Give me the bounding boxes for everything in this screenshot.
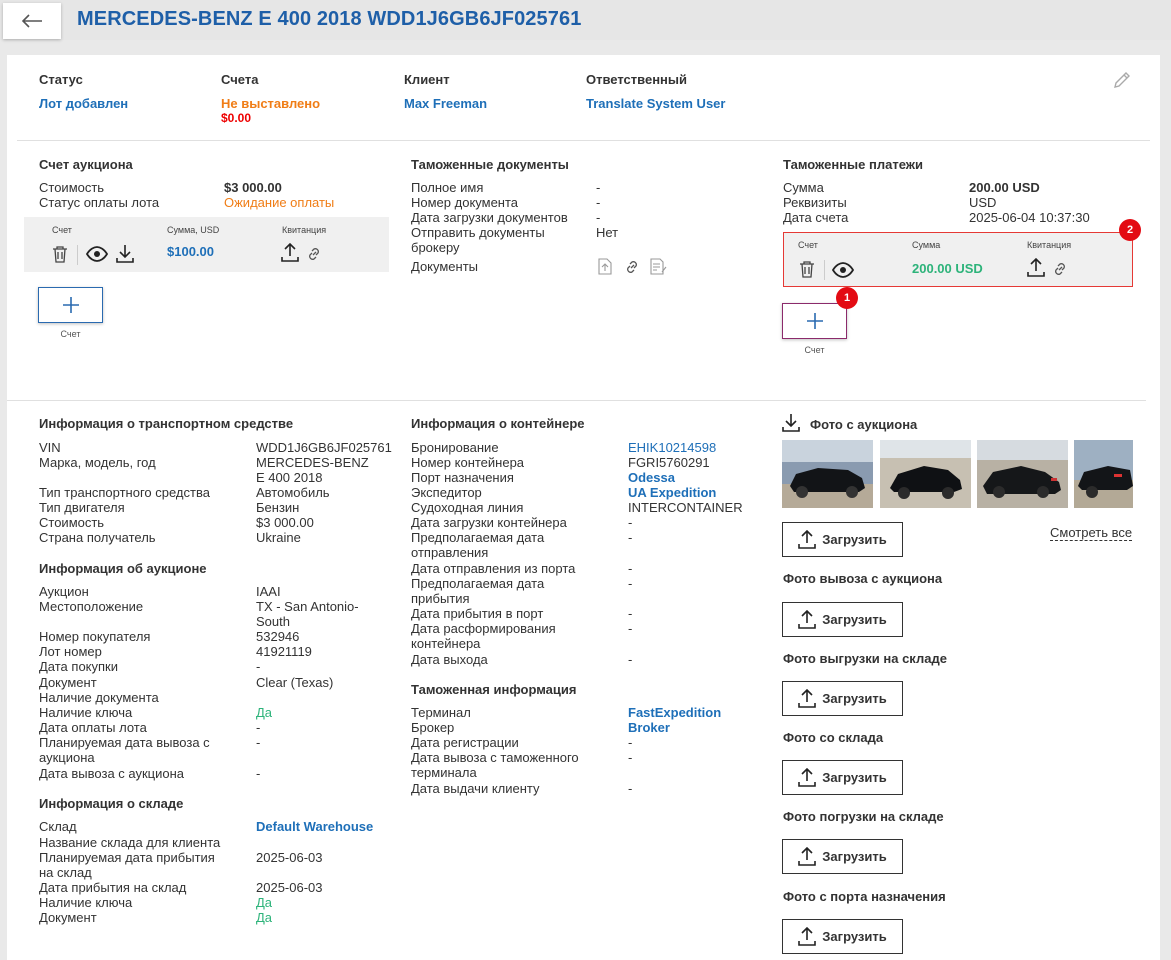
booking-label: Бронирование: [411, 440, 499, 455]
auction-value: IAAI: [256, 584, 281, 599]
divider: [824, 260, 825, 280]
shipping-line-label: Судоходная линия: [411, 500, 524, 515]
location-value: TX - San Antonio-South: [256, 599, 359, 629]
make-model-value: MERCEDES-BENZ E 400 2018: [256, 455, 369, 485]
col-sum-label: Сумма: [912, 240, 941, 250]
upload-auction-photos-button[interactable]: [782, 522, 903, 557]
vehicle-cost-label: Стоимость: [39, 515, 105, 530]
doc-upload-date-value: -: [596, 210, 601, 225]
step-badge-2: 2: [1119, 219, 1141, 241]
booking-link[interactable]: EHIK10214598: [628, 440, 717, 455]
vehicle-type-value: Автомобиль: [256, 485, 330, 500]
add-invoice-caption: Счет: [804, 345, 825, 355]
col-invoice-label: Счет: [52, 225, 72, 235]
pay-status-label: Статус оплаты лота: [39, 195, 160, 210]
send-to-broker-value: Нет: [596, 225, 619, 240]
registration-date-label: Дата регистрации: [411, 735, 519, 750]
customs-payment-row: [783, 232, 1133, 287]
upload-label: Загрузить: [822, 849, 887, 864]
lot-number-label: Лот номер: [39, 644, 102, 659]
responsible-link[interactable]: Translate System User: [586, 96, 726, 111]
document-value: Clear (Texas): [256, 675, 334, 690]
terminal-link[interactable]: FastExpedition: [628, 705, 722, 720]
broker-link[interactable]: Broker: [628, 720, 670, 735]
status-value[interactable]: Лот добавлен: [39, 96, 129, 111]
upload-button[interactable]: [782, 919, 903, 954]
terminal-label: Терминал: [411, 705, 471, 720]
invoices-value: Не выставлено: [221, 96, 321, 111]
buyer-number-label: Номер покупателя: [39, 629, 151, 644]
container-load-date-value: -: [628, 515, 633, 530]
auction-invoice-row: [24, 217, 389, 272]
upload-icon: [798, 847, 816, 867]
upload-button[interactable]: [782, 602, 903, 637]
upload-icon: [798, 768, 816, 788]
divider: [17, 140, 1150, 141]
vin-value: WDD1J6GB6JF025761: [256, 440, 392, 455]
est-departure-label: Предполагаемая дата отправления: [411, 530, 545, 560]
upload-label: Загрузить: [822, 929, 887, 944]
planned-arrival-label: Планируемая дата прибытия на склад: [39, 850, 215, 880]
engine-type-label: Тип двигателя: [39, 500, 125, 515]
purchase-date-value: -: [256, 659, 261, 674]
make-model-label: Марка, модель, год: [39, 455, 156, 470]
trash-icon[interactable]: [799, 260, 815, 278]
document-presence-label: Наличие документа: [39, 690, 159, 705]
pay-status-value: Ожидание оплаты: [224, 195, 335, 210]
country-label: Страна получатель: [39, 530, 156, 545]
destination-port-link[interactable]: Odessa: [628, 470, 675, 485]
document-edit-icon[interactable]: [650, 258, 668, 275]
planned-pickup-value: -: [256, 735, 261, 750]
auction-invoice-amount: $100.00: [167, 244, 214, 259]
trash-icon[interactable]: [52, 245, 68, 263]
cost-label: Стоимость: [39, 180, 105, 195]
port-departure-value: -: [628, 561, 633, 576]
warehouse-document-value: Да: [256, 910, 273, 925]
eye-icon[interactable]: [832, 262, 854, 278]
vehicle-info-title: Информация о транспортном средстве: [39, 416, 294, 431]
photo-section-title: Фото со склада: [783, 730, 884, 745]
step-badge-1: 1: [836, 287, 858, 309]
doc-fullname-value: -: [596, 180, 601, 195]
edit-pencil-icon[interactable]: [1112, 70, 1132, 90]
registration-date-value: -: [628, 735, 633, 750]
doc-number-label: Номер документа: [411, 195, 519, 210]
invoices-amount: $0.00: [221, 111, 252, 125]
pickup-date-label: Дата вывоза с аукциона: [39, 766, 185, 781]
container-number-value: FGRI5760291: [628, 455, 710, 470]
engine-type-value: Бензин: [256, 500, 300, 515]
link-icon[interactable]: [624, 259, 640, 275]
payment-details-value: USD: [969, 195, 997, 210]
planned-pickup-label: Планируемая дата вывоза с аукциона: [39, 735, 210, 765]
container-unload-value: -: [628, 621, 633, 636]
plus-icon: [806, 312, 824, 330]
upload-label: Загрузить: [822, 691, 887, 706]
link-icon[interactable]: [1052, 261, 1068, 277]
terminal-exit-value: -: [628, 750, 633, 765]
upload-icon[interactable]: [281, 243, 299, 263]
terminal-exit-label: Дата вывоза с таможенного терминала: [411, 750, 579, 780]
lot-number-value: 41921119: [256, 644, 312, 659]
arrival-date-label: Дата прибытия на склад: [39, 880, 187, 895]
upload-button[interactable]: [782, 681, 903, 716]
upload-icon[interactable]: [1027, 258, 1045, 278]
upload-icon: [798, 689, 816, 709]
download-icon[interactable]: [782, 413, 800, 433]
buyer-number-value: 532946: [256, 629, 300, 644]
purchase-date-label: Дата покупки: [39, 659, 118, 674]
status-label: Статус: [39, 72, 83, 87]
auction-info-title: Информация об аукционе: [39, 561, 207, 576]
country-value: Ukraine: [256, 530, 301, 545]
port-arrival-value: -: [628, 606, 633, 621]
upload-icon: [798, 927, 816, 947]
auction-label: Аукцион: [39, 584, 89, 599]
port-departure-label: Дата отправления из порта: [411, 561, 576, 576]
container-load-date-label: Дата загрузки контейнера: [411, 515, 567, 530]
client-delivery-value: -: [628, 781, 633, 796]
forwarder-link[interactable]: UA Expedition: [628, 485, 717, 500]
lot-payment-date-label: Дата оплаты лота: [39, 720, 147, 735]
forwarder-label: Экспедитор: [411, 485, 482, 500]
upload-button[interactable]: [782, 839, 903, 874]
auction-photo-thumbnail[interactable]: [977, 440, 1068, 508]
back-button[interactable]: [3, 3, 61, 39]
auction-photo-thumbnail[interactable]: [1074, 440, 1133, 508]
photo-section-title: Фото с порта назначения: [783, 889, 946, 904]
upload-icon: [798, 610, 816, 630]
auction-photo-thumbnail[interactable]: [782, 440, 873, 508]
pickup-date-value: -: [256, 766, 261, 781]
customs-info-title: Таможенная информация: [411, 682, 577, 697]
divider: [7, 400, 1146, 401]
photo-section-title: Фото вывоза с аукциона: [783, 571, 943, 586]
page-title: MERCEDES-BENZ E 400 2018 WDD1J6GB6JF025761: [77, 8, 582, 30]
invoices-label: Счета: [221, 72, 259, 87]
col-receipt-label: Квитанция: [282, 225, 327, 235]
vehicle-type-label: Тип транспортного средства: [39, 485, 210, 500]
document-label: Документ: [39, 675, 97, 690]
key-presence-value: Да: [256, 705, 273, 720]
lot-card: [7, 55, 1160, 960]
est-departure-value: -: [628, 530, 633, 545]
container-info-title: Информация о контейнере: [411, 416, 585, 431]
file-upload-icon[interactable]: [598, 258, 612, 275]
shipping-line-value: INTERCONTAINER: [628, 500, 743, 515]
arrival-date-value: 2025-06-03: [256, 880, 323, 895]
warehouse-info-title: Информация о складе: [39, 796, 184, 811]
customs-payment-amount: 200.00 USD: [912, 261, 983, 276]
client-label: Клиент: [404, 72, 450, 87]
container-number-label: Номер контейнера: [411, 455, 525, 470]
add-customs-invoice-button[interactable]: [782, 303, 847, 339]
lot-payment-date-value: -: [256, 720, 261, 735]
client-delivery-label: Дата выдачи клиенту: [411, 781, 540, 796]
add-auction-invoice-button[interactable]: [38, 287, 103, 323]
upload-label: Загрузить: [822, 532, 887, 547]
vehicle-cost-value: $3 000.00: [256, 515, 314, 530]
upload-label: Загрузить: [822, 770, 887, 785]
client-link[interactable]: Max Freeman: [404, 96, 488, 111]
upload-button[interactable]: [782, 760, 903, 795]
customs-docs-title: Таможенные документы: [411, 157, 569, 172]
invoice-date-value: 2025-06-04 10:37:30: [969, 210, 1090, 225]
auction-photo-thumbnail[interactable]: [880, 440, 971, 508]
est-arrival-value: -: [628, 576, 633, 591]
upload-label: Загрузить: [822, 612, 887, 627]
payment-sum-value: 200.00 USD: [969, 180, 1040, 195]
documents-label: Документы: [411, 259, 479, 274]
warehouse-key-value: Да: [256, 895, 273, 910]
photo-section-title: Фото погрузки на складе: [783, 809, 944, 824]
vin-label: VIN: [39, 440, 61, 455]
exit-date-value: -: [628, 652, 633, 667]
eye-icon[interactable]: [86, 246, 108, 262]
link-icon[interactable]: [306, 246, 322, 262]
auction-invoice-title: Счет аукциона: [39, 157, 133, 172]
warehouse-link[interactable]: Default Warehouse: [256, 819, 374, 834]
destination-port-label: Порт назначения: [411, 470, 514, 485]
payment-details-label: Реквизиты: [783, 195, 847, 210]
col-sum-label: Сумма, USD: [167, 225, 220, 235]
col-receipt-label: Квитанция: [1027, 240, 1072, 250]
warehouse-key-label: Наличие ключа: [39, 895, 133, 910]
photo-section-title: Фото выгрузки на складе: [783, 651, 947, 666]
responsible-label: Ответственный: [586, 72, 687, 87]
location-label: Местоположение: [39, 599, 144, 614]
invoice-date-label: Дата счета: [783, 210, 849, 225]
upload-icon: [798, 530, 816, 550]
est-arrival-label: Предполагаемая дата прибытия: [411, 576, 545, 606]
payment-sum-label: Сумма: [783, 180, 824, 195]
divider: [77, 245, 78, 265]
cost-value: $3 000.00: [224, 180, 282, 195]
send-to-broker-label: Отправить документы брокеру: [411, 225, 545, 255]
customs-payments-title: Таможенные платежи: [783, 157, 923, 172]
key-presence-label: Наличие ключа: [39, 705, 133, 720]
top-bar: [0, 0, 1171, 40]
arrow-left-icon: [21, 14, 43, 28]
exit-date-label: Дата выхода: [411, 652, 488, 667]
container-unload-label: Дата расформирования контейнера: [411, 621, 556, 651]
planned-arrival-value: 2025-06-03: [256, 850, 323, 865]
download-icon[interactable]: [116, 244, 134, 264]
view-all-link[interactable]: Смотреть все: [1050, 525, 1133, 540]
add-invoice-caption: Счет: [60, 329, 81, 339]
port-arrival-label: Дата прибытия в порт: [411, 606, 544, 621]
client-warehouse-name-label: Название склада для клиента: [39, 835, 221, 850]
col-invoice-label: Счет: [798, 240, 818, 250]
doc-fullname-label: Полное имя: [411, 180, 484, 195]
warehouse-document-label: Документ: [39, 910, 97, 925]
auction-photos-title: Фото с аукциона: [810, 417, 918, 432]
doc-upload-date-label: Дата загрузки документов: [411, 210, 568, 225]
doc-number-value: -: [596, 195, 601, 210]
plus-icon: [62, 296, 80, 314]
warehouse-label: Склад: [39, 819, 77, 834]
broker-label: Брокер: [411, 720, 455, 735]
